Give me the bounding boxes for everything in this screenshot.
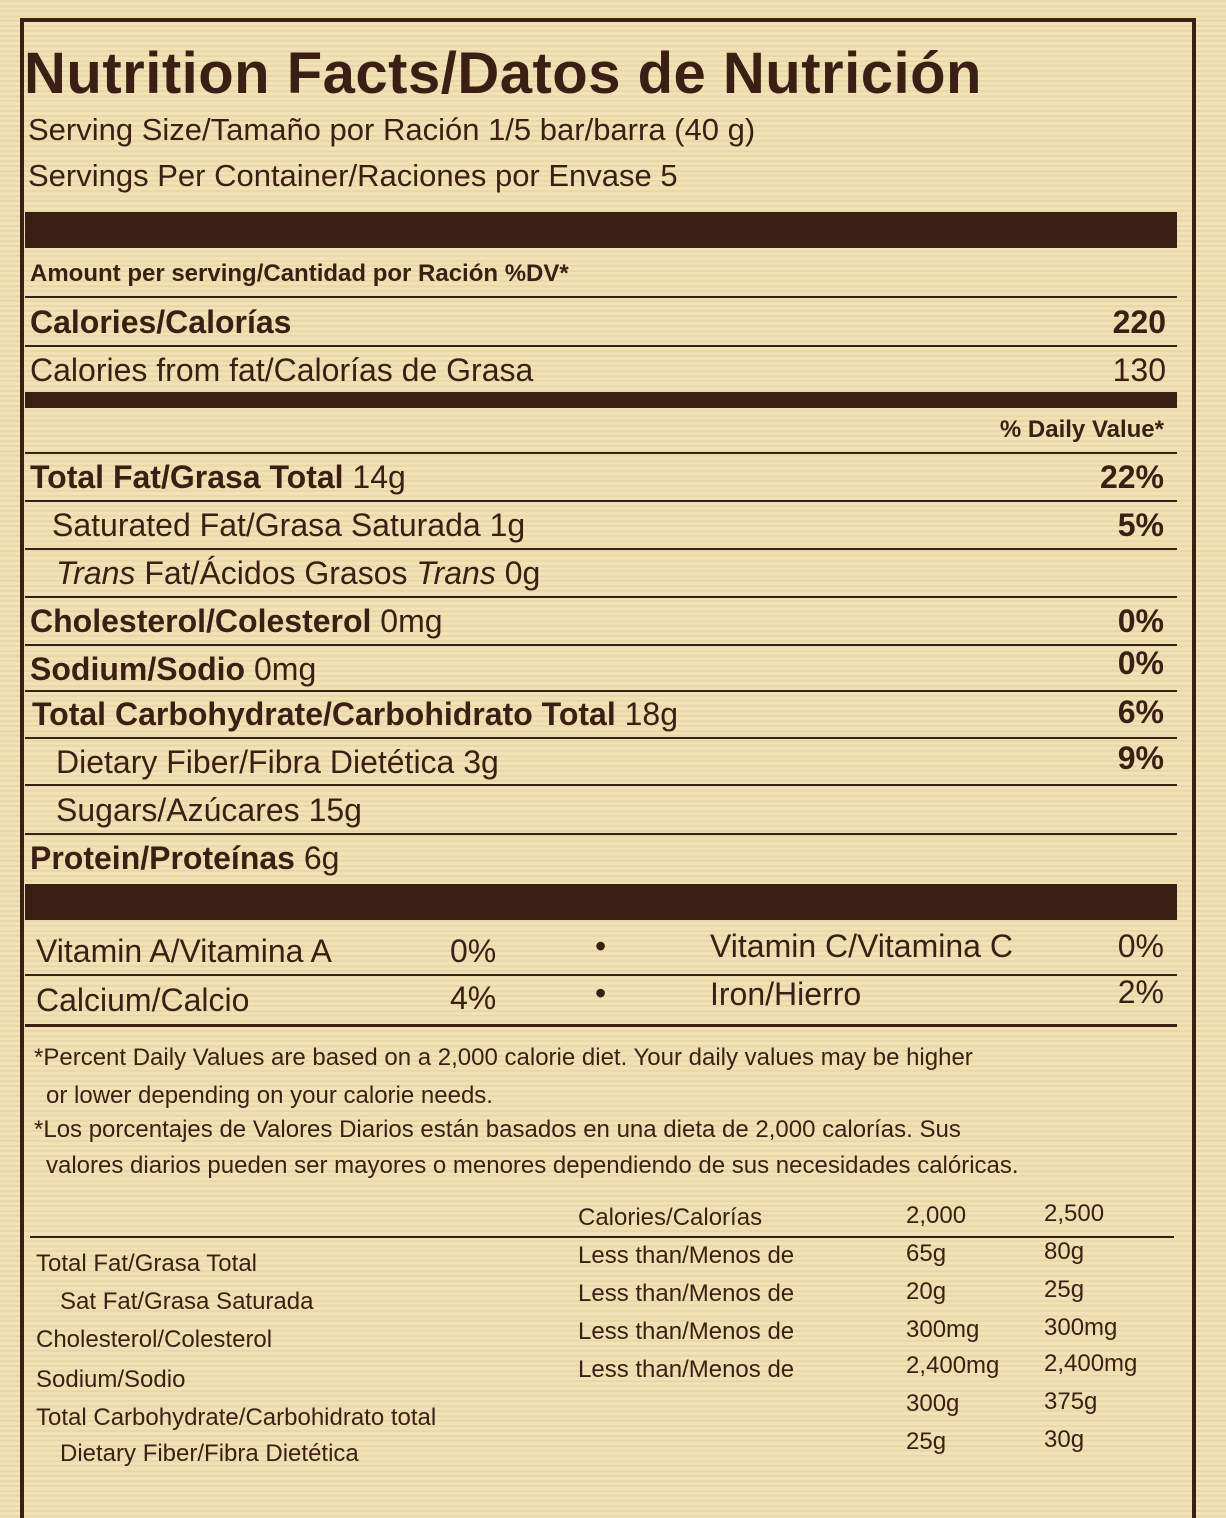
protein-amount: 6g: [303, 840, 340, 876]
bullet: •: [595, 975, 607, 1011]
table-row-name: Total Carbohydrate/Carbohidrato total: [36, 1404, 437, 1431]
table-row-name: Dietary Fiber/Fibra Dietética: [60, 1440, 359, 1467]
table-row-condition: Less than/Menos de: [578, 1356, 795, 1383]
table-row-2500: 375g: [1044, 1388, 1098, 1415]
label-title: Nutrition Facts/Datos de Nutrición: [24, 41, 982, 106]
sodium-row: [30, 651, 316, 688]
table-divider: [30, 1236, 1174, 1238]
vitamin-a-value: 0%: [450, 933, 497, 969]
divider: [25, 833, 1177, 835]
divider: [25, 345, 1177, 347]
divider: [25, 596, 1177, 598]
cholesterol-label: Cholesterol/Colesterol: [30, 603, 372, 639]
trans-word: Trans: [416, 555, 496, 591]
total-fat-amount: 14g: [352, 459, 406, 495]
table-row-2000: 300g: [906, 1390, 960, 1417]
divider: [25, 296, 1177, 298]
table-row-2000: 300mg: [906, 1316, 980, 1343]
table-row-2000: 20g: [906, 1278, 947, 1305]
table-row-condition: Less than/Menos de: [578, 1280, 795, 1307]
total-carb-amount: 18g: [624, 696, 679, 732]
total-fat-row: [30, 459, 406, 496]
dietary-fiber-dv: 9%: [1117, 740, 1164, 776]
trans-word: Trans: [56, 555, 136, 591]
calories-label: Calories/Calorías: [30, 304, 292, 340]
cholesterol-row: [30, 603, 443, 640]
table-row-2000: 65g: [906, 1240, 947, 1267]
sodium-label: Sodium/Sodio: [30, 651, 246, 687]
bullet: •: [595, 928, 607, 964]
sodium-amount: 0mg: [253, 651, 317, 687]
thick-divider: [25, 212, 1177, 248]
table-header-2000: 2,000: [906, 1202, 967, 1229]
footnote-spanish-line-1: *Los porcentajes de Valores Diarios están basados en una dieta de 2,000 calorías. Sus: [34, 1116, 961, 1143]
calcium-label: Calcium/Calcio: [36, 982, 250, 1018]
divider: [25, 452, 1177, 454]
vitamin-c-value: 0%: [1117, 928, 1164, 964]
table-row-name: Cholesterol/Colesterol: [36, 1326, 273, 1353]
calories-value: 220: [1112, 304, 1166, 340]
vitamin-c-label: Vitamin C/Vitamina C: [710, 928, 1013, 964]
table-row-name: Total Fat/Grasa Total: [36, 1250, 257, 1277]
table-row-2500: 2,400mg: [1044, 1350, 1138, 1377]
total-carb-label: Total Carbohydrate/Carbohidrato Total: [32, 696, 616, 732]
divider: [25, 784, 1177, 786]
amount-per-serving: Amount per serving/Cantidad por Ración %DV*: [30, 260, 569, 287]
calcium-value: 4%: [450, 980, 497, 1016]
footnote-english-line-1: *Percent Daily Values are based on a 2,000 calorie diet. Your daily values may be higher: [34, 1044, 973, 1071]
divider: [25, 737, 1177, 739]
iron-value: 2%: [1117, 974, 1164, 1010]
total-fat-dv: 22%: [1099, 459, 1164, 495]
table-header-2500: 2,500: [1044, 1200, 1105, 1227]
trans-fat-label: Fat/Ácidos Grasos: [135, 555, 417, 591]
trans-fat-amount: 0g: [495, 555, 541, 591]
total-carb-row: [32, 696, 678, 733]
table-row-condition: Less than/Menos de: [578, 1318, 795, 1345]
table-row-2000: 25g: [906, 1428, 947, 1455]
divider: [25, 548, 1177, 550]
divider: [25, 644, 1177, 646]
cholesterol-dv: 0%: [1117, 603, 1164, 639]
calories-from-fat-value: 130: [1112, 352, 1166, 388]
footnote-spanish-line-2: valores diarios pueden ser mayores o menores dependiendo de sus necesidades calóricas.: [46, 1152, 1019, 1179]
protein-row: [30, 840, 339, 877]
serving-size: Serving Size/Tamaño por Ración 1/5 bar/barra (40 g): [28, 112, 756, 147]
sodium-dv: 0%: [1117, 645, 1164, 681]
table-row-2500: 30g: [1044, 1426, 1085, 1453]
divider: [25, 1024, 1177, 1027]
cholesterol-amount: 0mg: [380, 603, 443, 639]
table-row-2500: 300mg: [1044, 1314, 1118, 1341]
table-row-2500: 25g: [1044, 1276, 1085, 1303]
thick-divider: [25, 884, 1177, 920]
vitamin-a-label: Vitamin A/Vitamina A: [36, 933, 332, 969]
table-row-2000: 2,400mg: [906, 1352, 1000, 1379]
table-row-name: Sodium/Sodio: [36, 1366, 186, 1393]
trans-fat-row: [56, 555, 540, 592]
daily-value-header: % Daily Value*: [999, 416, 1164, 443]
table-row-2500: 80g: [1044, 1238, 1085, 1265]
table-row-name: Sat Fat/Grasa Saturada: [60, 1288, 314, 1315]
sugars-label: Sugars/Azúcares 15g: [56, 792, 362, 828]
dietary-fiber-label: Dietary Fiber/Fibra Dietética 3g: [56, 744, 499, 780]
medium-divider: [25, 392, 1177, 408]
divider: [25, 690, 1177, 692]
total-carb-dv: 6%: [1117, 694, 1164, 730]
servings-per-container: Servings Per Container/Raciones por Envase 5: [28, 158, 678, 193]
total-fat-label: Total Fat/Grasa Total: [30, 459, 344, 495]
protein-label: Protein/Proteínas: [30, 840, 295, 876]
saturated-fat-label: Saturated Fat/Grasa Saturada 1g: [52, 507, 526, 543]
saturated-fat-dv: 5%: [1117, 507, 1164, 543]
calories-from-fat-label: Calories from fat/Calorías de Grasa: [30, 352, 534, 388]
divider: [25, 500, 1177, 502]
iron-label: Iron/Hierro: [710, 976, 862, 1012]
table-header-label: Calories/Calorías: [578, 1204, 763, 1231]
table-row-condition: Less than/Menos de: [578, 1242, 795, 1269]
footnote-english-line-2: or lower depending on your calorie needs.: [46, 1082, 493, 1109]
